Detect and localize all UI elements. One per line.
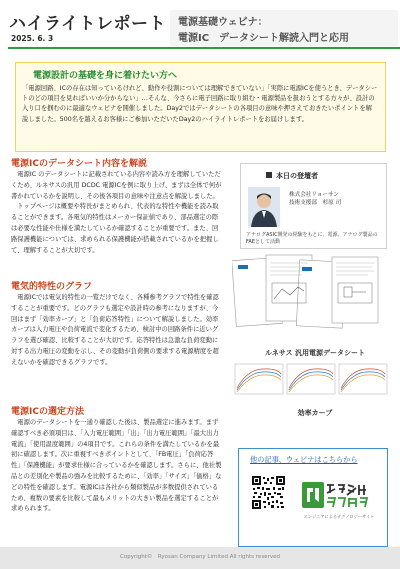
datasheet-thumbnail (232, 253, 391, 338)
paragraph: 電源のデータシートを一通り確認した後は、製品選定に進みます。まず確認すべき必須項目は、「入力電圧範囲」「出」「出力電圧範囲」「最大出力電流」「使用温度範囲」の4項目です。これらの条件を満たしているかを最初に確認します。次に重視すべきポイントとして、「FB電圧」「負荷応答性」「保護機能」が要求仕様に合っているかを確認します。さらに、他社製品との差別化や製品の強みを比較するために、「効率」「サイズ」「価格」などの特性を確認します。電源ICは各社から類似製品が多数提供されているため、複数の要素を比較して最もメリットの大きい製品を選定することが求められます。 (11, 419, 222, 513)
speaker-heading-label: 本日の登壇者 (276, 172, 318, 180)
ryosan-techlab-logo[interactable] (301, 479, 377, 511)
section-body-graphs (11, 293, 222, 369)
speaker-heading (266, 171, 318, 181)
speaker-affiliation (289, 191, 341, 207)
paragraph: トップページは概要や特長がまとめられ、代表的な特性や機能を読み取ることができます。各電気的特性はメーカー保証値であり、部品選定の際は必要な性能や仕様を満たしているか確認することが重要です。また、回路保護機能については、求められる保護機能が搭載されているかを把握して、理解することが大切です。 (11, 203, 219, 254)
speaker-photo (248, 187, 280, 227)
paragraph: 電源ICでは電気的特性の一覧だけでなく、各種参考グラフで特性を確認することが重要です。どのグラフも選定や設計時の参考になりますが、今回はまず「効率カーブ」と「負荷応答特性」について解説しました。効率カーブは入力電圧や負荷電流で変化するため、検討中の回路条件に近いグラフを選び確認、比較することが大切です。応答特性は急激な負荷変動に対する出力電圧の変動を示し、その変動が負荷側の要求する電源精度を超えないかを確認できるグラフです。 (11, 294, 219, 366)
header-divider (8, 47, 400, 49)
paragraph: 電源IC のデータシートに記載されている内容や読み方を理解していただくため、ルネサスの汎用 DCDC 電源ICを例に取り上げ、まずは全体で何が書かれているかを説明し、その後各項目の意味や注意点を解説しました。 (11, 171, 222, 200)
copyright-text: Copyright© Ryosan Company Limited All rights reserved (120, 554, 280, 560)
report-header (0, 0, 400, 48)
section-body-selection (11, 418, 222, 515)
intro-title: 電源設計の基礎を身に着けたい方へ (33, 71, 178, 81)
event-title-line1: 電源基礎ウェビナ： (178, 17, 268, 28)
speaker-description: アナログASIC開発の経験をもとに、電源、アナログ製品のFAEとして活動 (246, 232, 378, 245)
event-title-line2: 電源IC データシート解読入門と応用 (178, 33, 350, 44)
logo-tagline: エンジニアによるテクノロジーサイト (303, 514, 375, 519)
report-title: ハイライトレポート (9, 14, 166, 34)
speaker-company: 株式会社リョーサン (289, 192, 339, 198)
speaker-name: 技術支援部 杉原 司 (289, 200, 342, 206)
qr-code[interactable] (252, 476, 285, 509)
section-title-graphs: 電気的特性のグラフ (11, 282, 93, 292)
related-articles-link[interactable]: 他の記事、ウェビナはこちらから (250, 455, 358, 464)
datasheet-caption: ルネサス 汎用電源データシート (265, 349, 365, 357)
section-body-datasheet (11, 170, 222, 256)
efficiency-curve-thumbnail (232, 362, 391, 398)
square-bullet-icon (266, 172, 272, 178)
section-title-selection: 電源ICの選定方法 (11, 407, 84, 417)
intro-body: 「電源回路、ICの存在は知っているけれど、動作や役割については理解できていない」「実際に電源ICを使うとき、データシートのどの項目を見ればいいか分からない」…そんな、今さらに電子回路に取り組む・電源製品を扱おうとする方々が、設計の入り口を掴むのに最適なウェビナを開催しました。Day2ではデータシートの各項目の意味や押さえておきたいポイントを解説しました。500名を越えるお客様にご参加いただいたDay2のハイライトレポートをお届けします。 (22, 85, 378, 123)
efficiency-curve-caption: 効率カーブ (297, 409, 333, 417)
report-date: 2025. 6. 3 (11, 34, 54, 43)
section-title-datasheet: 電源ICのデータシート内容を解説 (11, 159, 147, 169)
